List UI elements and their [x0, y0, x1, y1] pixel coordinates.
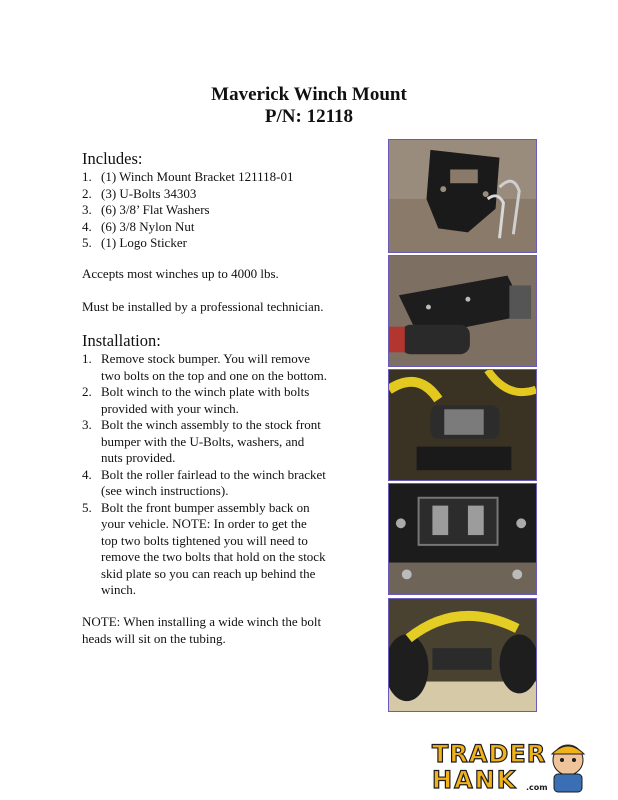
photo-fairlead-closeup [388, 483, 537, 595]
photo-winch-installed [388, 369, 537, 481]
list-item: 1. (1) Winch Mount Bracket 121118-01 [82, 169, 294, 184]
installation-heading: Installation: [82, 331, 161, 350]
svg-text:HANK: HANK [432, 766, 518, 794]
includes-heading: Includes: [82, 149, 143, 168]
installation-steps [82, 351, 382, 599]
installation-section [82, 331, 382, 599]
includes-section [82, 149, 372, 252]
photo-bracket-and-ubolts [388, 139, 537, 253]
includes-list [82, 169, 372, 252]
capacity-note: Accepts most winches up to 4000 lbs. [82, 266, 279, 281]
step-item: 3. Bolt the winch assembly to the stock front bumper with the U-Bolts, washers, and nuts provided. [82, 417, 321, 465]
trader-hank-logo [428, 736, 596, 794]
list-item: 2. (3) U-Bolts 34303 [82, 185, 197, 201]
step-item: 5. Bolt the front bumper assembly back on your vehicle. NOTE: In order to get the top two bolts tightened you will need to remove the two bolts that hold on the stock skid plate so you can reach up behind the winch. [82, 499, 326, 597]
step-item: 1. Remove stock bumper. You will remove two bolts on the top and one on the bottom. [82, 351, 328, 383]
professional-install-note: Must be installed by a professional technician. [82, 299, 324, 314]
document-title [0, 84, 618, 128]
step-item: 4. Bolt the roller fairlead to the winch bracket (see winch instructions). [82, 466, 326, 498]
title-part-number: P/N: 12118 [264, 106, 354, 127]
list-item: 3. (6) 3/8’ Flat Washers [82, 202, 210, 217]
step-item: 2. Bolt winch to the winch plate with bolts provided with your winch. [82, 384, 310, 416]
title-product-name: Maverick Winch Mount [211, 84, 407, 105]
photo-vehicle-front [388, 598, 537, 712]
svg-text:TRADER: TRADER [432, 740, 547, 768]
wide-winch-note: NOTE: When installing a wide winch the bolt heads will sit on the tubing. [82, 614, 322, 646]
svg-text:.com: .com [526, 783, 548, 792]
list-item: 4. (6) 3/8 Nylon Nut [82, 218, 195, 234]
list-item: 5. (1) Logo Sticker [82, 235, 187, 250]
photo-winch-on-plate [388, 255, 537, 367]
